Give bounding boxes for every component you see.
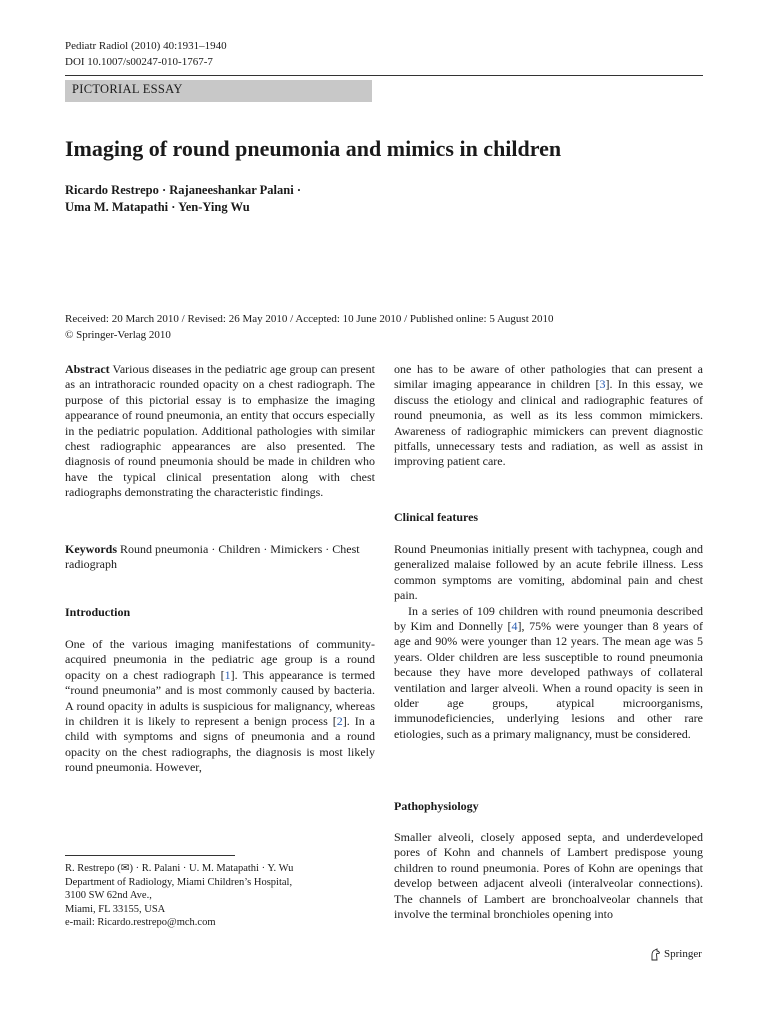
clinical-heading: Clinical features — [394, 510, 479, 524]
affiliation-street: 3100 SW 62nd Ave., — [65, 890, 152, 901]
article-history — [65, 311, 554, 343]
affiliation-names: R. Restrepo (✉) · R. Palani · U. M. Matapathi · Y. Wu — [65, 863, 294, 874]
publisher-name: Springer — [664, 948, 702, 960]
journal-header — [65, 38, 227, 70]
affiliation-department: Department of Radiology, Miami Children’s Hospital, — [65, 876, 293, 888]
copyright: © Springer-Verlag 2010 — [65, 329, 171, 341]
affiliation-city: Miami, FL 33155, USA — [65, 903, 166, 915]
pathophysiology-paragraph: Smaller alveoli, closely apposed septa, and underdeveloped pores of Kohn and channels of Lambert predispose young children to round pneumonia. Pores of Kohn are openings that develop between adjacent alveoli (interalveolar connections). The channels of Lambert are bronchoalveolar channels that involve the terminal bronchioles opening into — [394, 830, 703, 922]
clinical-paragraph-2: In a series of 109 children with round pneumonia described by Kim and Donnelly [4], 75% were younger than 8 years of age and 90% were younger than 12 years. The mean age was 5 years. Older children are less susceptible to round pneumonia because they have more developed pathways of collateral ventilation and larger alveoli. When a round opacity is seen in older age groups, atypical microorganisms, immunodeficiencies, underlying lesions and other rare etiologies, such as a primary malignancy, must be considered. — [394, 603, 703, 741]
introduction-heading: Introduction — [65, 605, 131, 619]
keywords — [65, 542, 375, 573]
affiliation — [65, 862, 293, 930]
article-title: Imaging of round pneumonia and mimics in children — [65, 136, 562, 161]
reference-link-1[interactable]: 1 — [224, 667, 231, 682]
reference-link-2[interactable]: 2 — [336, 714, 343, 729]
clinical-body — [394, 542, 703, 742]
doi: DOI 10.1007/s00247-010-1767-7 — [65, 56, 213, 68]
section-label-bar — [65, 80, 372, 102]
keywords-label: Keywords — [65, 542, 117, 556]
reference-link-3[interactable]: 3 — [599, 377, 606, 392]
abstract-label: Abstract — [65, 362, 110, 376]
pathophysiology-body — [394, 830, 703, 922]
introduction-continued: one has to be aware of other pathologies that can present a similar imaging appearance in children [3]. In this essay, we discuss the etiology and clinical and radiographic features of round pneumonia, as well as its less common mimickers. Awareness of radiographic mimickers can prevent diagnostic pitfalls, unnecessary tests and radiation, as well as assist in improving patient care. — [394, 362, 703, 469]
author-list — [65, 182, 301, 216]
springer-horse-icon — [650, 948, 661, 961]
journal-citation: Pediatr Radiol (2010) 40:1931–1940 — [65, 40, 227, 52]
affiliation-email: e-mail: Ricardo.restrepo@mch.com — [65, 917, 216, 928]
footnote-rule — [65, 855, 235, 856]
introduction-body: One of the various imaging manifestations of community-acquired pneumonia in the pediatric age group is a round opacity on a chest radiograph [1]. This appearance is termed “round pneumonia” and is most commonly caused by bacteria. A round opacity in adults is suspicious for malignancy, whereas in children it is likely to represent a benign process [2]. In a child with symptoms and signs of pneumonia and a round opacity on the chest radiographs, the diagnosis is most likely round pneumonia. However, — [65, 637, 375, 775]
abstract-text: Various diseases in the pediatric age group can present as an intrathoracic rounded opacity on a chest radiograph. The purpose of this pictorial essay is to emphasize the imaging appearance of round pneumonia, an entity that occurs especially in the pediatric population. Additional pathologies with similar chest radiographic appearances are also presented. The diagnosis of round pneumonia should be made in children who have the typical clinical presentation along with chest radiographs demonstrating the characteristic findings. — [65, 362, 375, 500]
section-label: PICTORIAL ESSAY — [72, 82, 183, 96]
publisher-logo — [650, 946, 702, 962]
header-rule — [65, 75, 703, 76]
pathophysiology-heading: Pathophysiology — [394, 799, 479, 813]
authors-line-1: Ricardo Restrepo · Rajaneeshankar Palani · — [65, 183, 301, 197]
clinical-paragraph-1: Round Pneumonias initially present with tachypnea, cough and generalized malaise followed by an acute febrile illness. Less common symptoms are vomiting, abdominal pain and chest pain. — [394, 542, 703, 603]
history-dates: Received: 20 March 2010 / Revised: 26 May 2010 / Accepted: 10 June 2010 / Published online: 5 August 2010 — [65, 313, 554, 325]
abstract — [65, 362, 375, 501]
reference-link-4[interactable]: 4 — [511, 619, 518, 634]
authors-line-2: Uma M. Matapathi · Yen-Ying Wu — [65, 200, 250, 214]
keywords-text: Round pneumonia · Children · Mimickers · Chest radiograph — [65, 542, 360, 572]
